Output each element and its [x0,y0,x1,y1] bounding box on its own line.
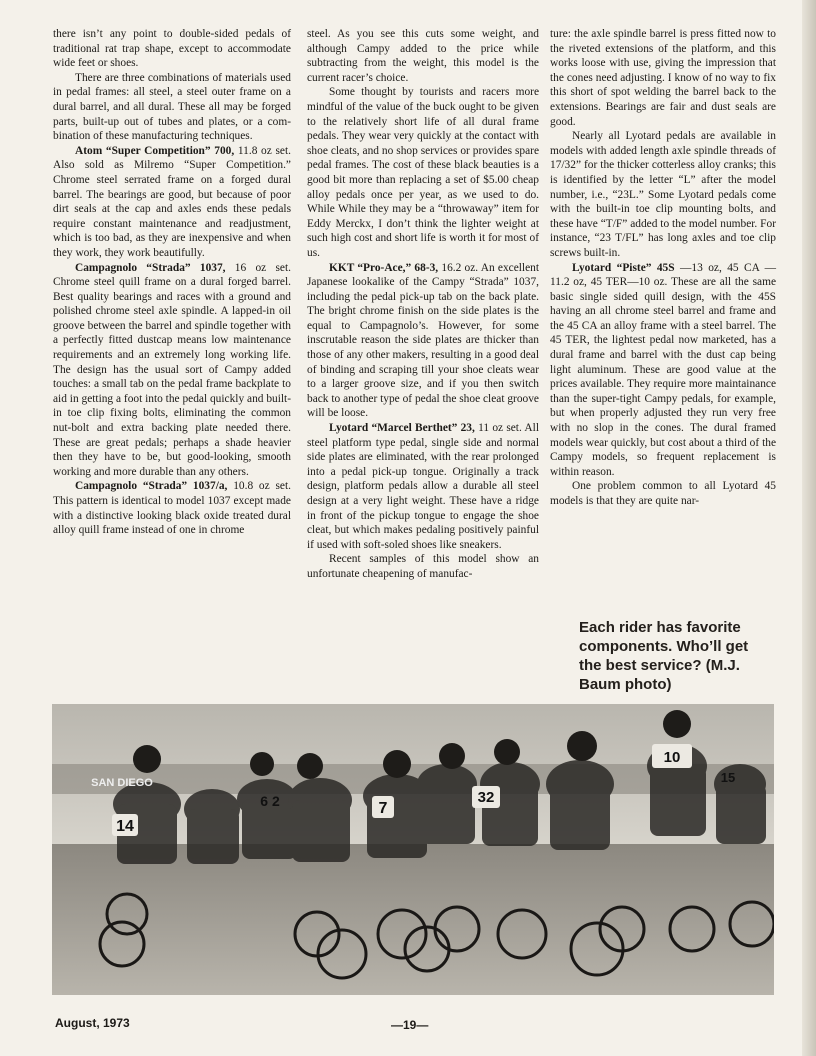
jersey-number-10: 10 [663,749,681,766]
column-3 [550,27,776,509]
footer-date: August, 1973 [55,1016,130,1030]
product-heading: Lyotard “Piste” 45S [572,261,675,274]
column-2 [307,27,539,582]
paragraph [307,421,539,552]
paragraph [53,261,291,480]
paragraph-text: 11 oz set. All steel platform type pedal, single side and normal side plates are eliminated, with the rear prolonged into a pedal pick-up tongue. Originally a track design, platform pedals allow a durable all steel design at a very light weight. These have a ridge in front of the pickup tongue to engage the shoe cleat, but which makes pedaling positively painful if used with soft-soled shoes like sneakers. [307,422,539,551]
paragraph [550,479,776,508]
paragraph [307,27,539,85]
paragraph [307,85,539,260]
paragraph-text: Nearly all Lyotard pedals are available in models with added length axle spindle threads of 17/32” for the thicker cotterless alloy cranks; this is identified by the letter “L” after the model number, i.e., “23L.” Some Lyotard pedals come with the built-in toe clip mounting bolts, and these have “T/F” added to the model number. For instance, “23 T/FL” has long axles and toe clip screws built-in. [550,130,776,259]
product-heading: KKT “Pro-Ace,” 68-3, [329,261,439,274]
paragraph-text: 10.8 oz set. This pattern is identical to model 1037 except made with a distinctive looking black oxide treated dural alloy quill frame instead of one in chrome [53,480,291,537]
paragraph [550,27,776,129]
paragraph [307,261,539,422]
photo-caption: Each rider has favorite components. Who’ll get the best service? (M.J. Baum photo) [579,619,749,693]
paragraph-text: —13 oz, 45 CA —11.2 oz, 45 TER—10 oz. These are all the same basic single sided quill design, with the 45S having an all chrome steel barrel and frame and the 45 CA an alloy frame with a steel barrel. The 45 TER, the lightest pedal now marketed, has a dural frame and barrel with the dust cap being light aluminum. These are good value at the prices available. They require more maintainance than the super-tight Campy pedals, for example, but when properly adjusted they run very free with no slop in the cones. The dural framed models wear quickly, but cost about a third of the Campy models, so frequent replacement is within reason. [550,261,776,478]
paragraph [53,479,291,537]
paragraph [550,129,776,260]
paragraph-text: ture: the axle spindle barrel is press fitted now to the riveted extensions of the platform, and this works loose with use, giving the impression that the cones need adjusting. I know of no way to fix this short of spot welding the barrel back to the extensions. Bearings are fair and dust seals are good. [550,28,776,128]
product-heading: Atom “Super Competition” 700, [75,144,235,157]
paragraph-text: One problem common to all Lyotard 45 models is that they are quite nar- [550,480,776,507]
product-heading: Lyotard “Marcel Berthet” 23, [329,422,475,435]
product-heading: Campagnolo “Strada” 1037/a, [75,480,228,493]
column-1 [53,27,291,538]
paragraph-text: 16.2 oz. An excellent Japanese lookalike of the Campy “Strada” 1037, including the pedal pick-up tab on the back plate. The bright chrome finish on the side plates is the equal to Campagnolo’s. However, for some inscrutable reason the side plates are thicker than those of any other makers, resulting in a good deal of binding and scraping till your shoe cleats wear to a larger groove size, and if you then switch back to another type of pedal the shoe cleat groove will be loose. [307,261,539,420]
paragraph-text: 11.8 oz set. Also sold as Milremo “Super Competition.” Chrome steel serrated frame on a forged dural barrel. The bearings are good, but because of poor dirt seals at the cap and axles ends these pedals require constant maintenance and readjustment, which is too bad, as they are inexpensive and when they work, they work beautifully. [53,144,291,259]
paragraph [550,261,776,480]
jersey-number-14: 14 [116,818,134,835]
jersey-number-7: 7 [378,800,388,817]
paragraph-text: 16 oz set. Chrome steel quill frame on a dural forged barrel. Best quality bearings and races with a ground and polished chrome steel axle spindle. A lapped-in oil groove between the barrel and spindle together with a perfectly fitted dustcap means low maintenance requirements and an extremely long working life. The design has the usual sort of Campy added touches: a small tab on the pedal frame backplate to aid in getting a foot into the pedal quickly and built-in toe clip fixing bolts, eliminating the common nut-bolt and extra backing plate needed there. These are great pedals; perhaps a shade heavier then they have to be, but good-looking, smooth working and more durable than any others. [53,261,291,478]
jersey-text-san-diego: SAN DIEGO [91,777,153,789]
paragraph-text: Recent samples of this model show an unfortunate cheapening of manufac- [307,553,539,580]
paragraph [53,144,291,261]
jersey-number-62: 6 2 [260,793,280,809]
page-edge [802,0,816,1056]
paragraph-text: Some thought by tourists and racers more mindful of the value of the buck ought to be given to the relatively short life of all dural frame pedals. They wear very quickly at the contact with shoe cleats, and no shop services or provides spare pedal frames. The cost of these black beauties is a good bit more than replacing a set of $5.00 cheap alloy pedals once per year, as we used to do. While While they may be a “throwaway” item for Eddy Merckx, I don’t think the lighter weight at such high cost and short life is worth it for most of us. [307,86,539,259]
paragraph [53,71,291,144]
paragraph [307,552,539,581]
product-heading: Campagnolo “Strada” 1037, [75,261,226,274]
paragraph [53,27,291,71]
paragraph-text: there isn’t any point to double-sided pedals of traditional rat trap shape, except to accommodate wide feet or shoes. [53,28,291,70]
paragraph-text: steel. As you see this cuts some weight, and although Campy added to the price while subtracting from the weight, this model is the current racer’s choice. [307,28,539,84]
cyclists-photo [52,704,774,995]
jersey-number-15: 15 [720,770,736,785]
paragraph-text: There are three combinations of materials used in pedal frames: all steel, a steel outer frame on a dural barrel, and all dural. These all may be forged parts, built-up out of tubes and plates, or a combination of these manufacturing techniques. [53,71,291,143]
page-number: —19— [391,1018,429,1032]
jersey-number-32: 32 [477,789,495,806]
